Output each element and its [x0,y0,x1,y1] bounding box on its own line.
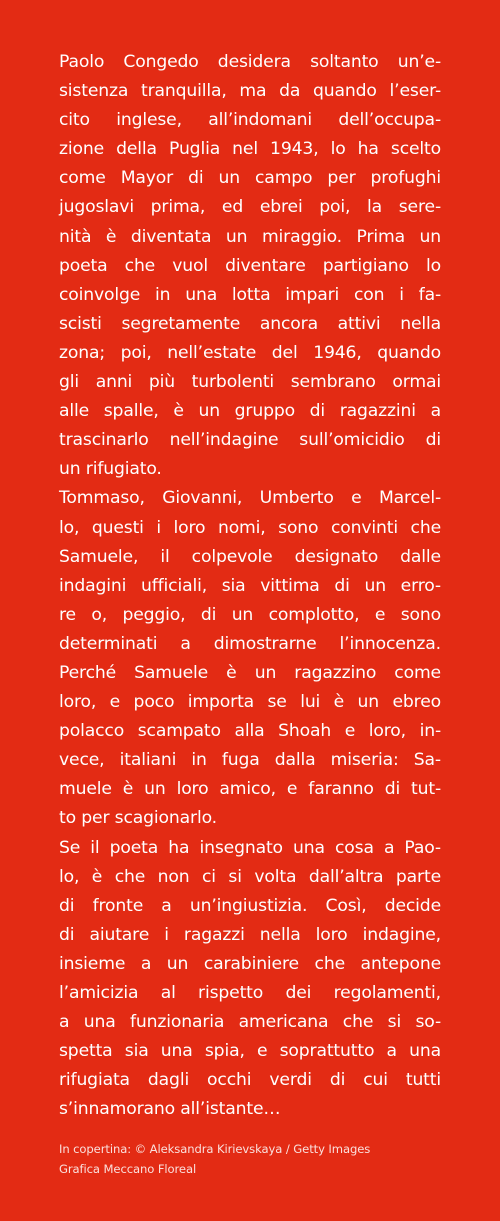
blurb-line: re o, peggio, di un complotto, e sono [59,604,441,625]
blurb-line: alle spalle, è un gruppo di ragazzini a [59,401,441,422]
blurb-line: vece, italiani in fuga dalla miseria: Sa- [59,750,441,771]
blurb-line: Se il poeta ha insegnato una cosa a Pao- [59,837,441,858]
blurb-line: Perché Samuele è un ragazzino come [59,662,441,683]
blurb-line: polacco scampato alla Shoah e loro, in- [59,721,441,742]
blurb-line: un rifugiato. [59,459,162,480]
blurb-line: rifugiata dagli occhi verdi di cui tutti [59,1070,441,1091]
blurb-line: sistenza tranquilla, ma da quando l’eser- [59,81,441,102]
blurb-line: trascinarlo nell’indagine sull’omicidio di [59,430,441,451]
blurb-line: Paolo Congedo desidera soltanto un’e- [59,52,441,72]
blurb-line: come Mayor di un campo per profughi [59,168,441,189]
blurb-line: l’amicizia al rispetto dei regolamenti, [59,983,441,1003]
blurb-line: indagini ufficiali, sia vittima di un erro- [59,575,441,596]
blurb-line: lo, è che non ci si volta dall’altra parte [59,866,441,887]
blurb-line: determinati a dimostrarne l’innocenza. [59,633,441,654]
blurb-line: Samuele, il colpevole designato dalle [59,546,441,567]
blurb-line: coinvolge in una lotta impari con i fa- [59,284,441,305]
blurb-line: gli anni più turbolenti sembrano ormai [59,372,441,393]
blurb-line: poeta che vuol diventare partigiano lo [59,255,441,276]
blurb-line: to per scagionarlo. [59,808,217,829]
blurb-line: s’innamorano all’istante… [59,1099,281,1120]
blurb-line: lo, questi i loro nomi, sono convinti che [59,517,441,538]
credits [59,1139,370,1179]
design-credit: Grafica Meccano Floreal [59,1162,197,1176]
blurb-line: zione della Puglia nel 1943, lo ha scelto [59,139,441,160]
blurb-line: spetta sia una spia, e soprattutto a una [59,1041,441,1062]
blurb-line: jugoslavi prima, ed ebrei poi, la sere- [59,197,441,218]
blurb-line: loro, e poco importa se lui è un ebreo [59,692,441,713]
blurb-line: a una funzionaria americana che si so- [59,1012,441,1033]
cover-credit: In copertina: © Aleksandra Kirievskaya / Getty Images [59,1142,371,1156]
blurb-line: scisti segretamente ancora attivi nella [59,313,441,334]
blurb-line: di aiutare i ragazzi nella loro indagine, [59,924,441,945]
blurb-line: di fronte a un’ingiustizia. Così, decide [59,895,441,916]
blurb-text [59,48,441,1124]
blurb-line: muele è un loro amico, e faranno di tut- [59,779,441,800]
blurb-line: Tommaso, Giovanni, Umberto e Marcel- [59,488,441,509]
blurb-line: zona; poi, nell’estate del 1946, quando [59,342,441,363]
blurb-line: nità è diventata un miraggio. Prima un [59,226,441,247]
blurb-line: insieme a un carabiniere che antepone [59,953,441,974]
blurb-line: cito inglese, all’indomani dell’occupa- [59,110,441,131]
